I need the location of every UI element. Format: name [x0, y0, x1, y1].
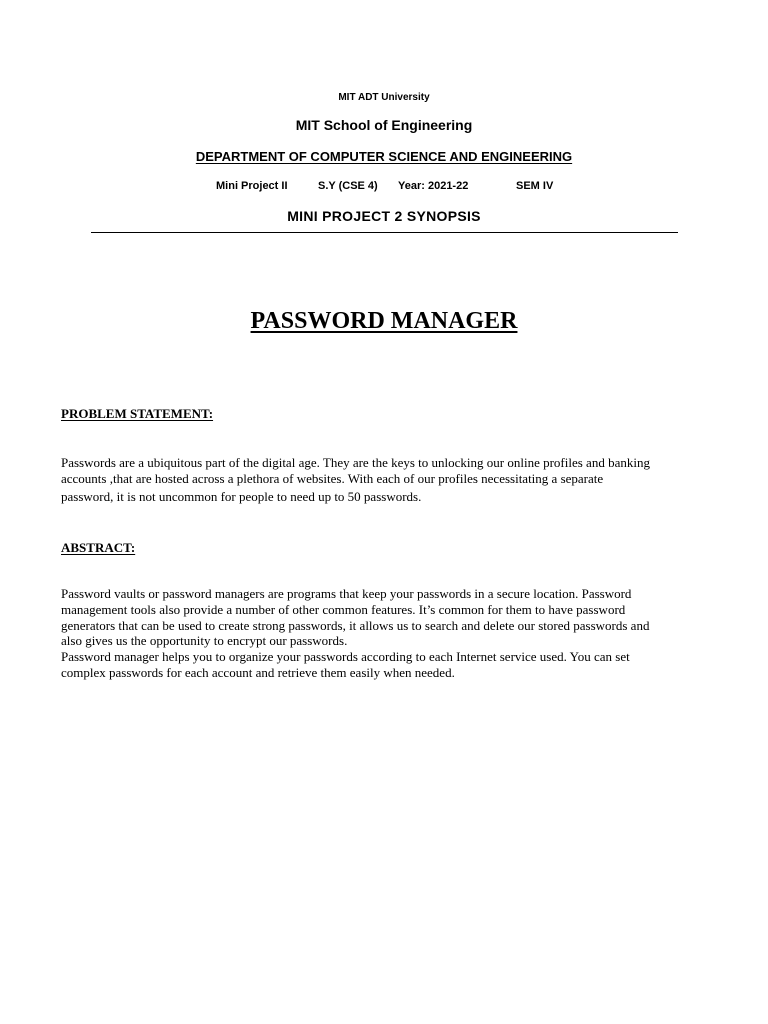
header-divider: [91, 232, 678, 233]
course-meta-row: [216, 180, 553, 192]
school-name: MIT School of Engineering: [295, 117, 473, 133]
problem-statement-heading: PROBLEM STATEMENT:: [61, 406, 214, 421]
semester-label: SEM IV: [516, 180, 554, 192]
problem-statement-paragraph: [61, 455, 721, 504]
document-title: PASSWORD MANAGER: [250, 308, 518, 334]
abstract-paragraph: [61, 586, 721, 681]
paragraph-line: also gives us the opportunity to encrypt our passwords.: [61, 633, 348, 649]
paragraph-line: complex passwords for each account and retrieve them easily when needed.: [61, 664, 455, 680]
abstract-heading: ABSTRACT:: [61, 540, 136, 555]
synopsis-heading: MINI PROJECT 2 SYNOPSIS: [287, 208, 481, 224]
paragraph-line: Password vaults or password managers are programs that keep your passwords in a secure location. Password: [61, 586, 632, 601]
year-label: Year: 2021-22: [398, 180, 469, 192]
paragraph-line: accounts ,that are hosted across a plethora of websites. With each of our profiles necessitating a separate: [61, 470, 604, 486]
paragraph-line: generators that can be used to create strong passwords, it allows us to search and delete our stored passwords and: [61, 617, 650, 633]
paragraph-line: Passwords are a ubiquitous part of the digital age. They are the keys to unlocking our online profiles and banking: [61, 455, 650, 470]
department-name: DEPARTMENT OF COMPUTER SCIENCE AND ENGINEERING: [195, 149, 573, 164]
project-label: Mini Project II: [216, 180, 288, 192]
university-name: MIT ADT University: [338, 92, 430, 103]
class-label: S.Y (CSE 4): [318, 180, 378, 192]
paragraph-line: management tools also provide a number of other common features. It’s common for them to have password: [61, 601, 626, 617]
paragraph-line: Password manager helps you to organize your passwords according to each Internet service used. You can set: [61, 649, 630, 665]
paragraph-line: password, it is not uncommon for people to need up to 50 passwords.: [61, 488, 422, 504]
